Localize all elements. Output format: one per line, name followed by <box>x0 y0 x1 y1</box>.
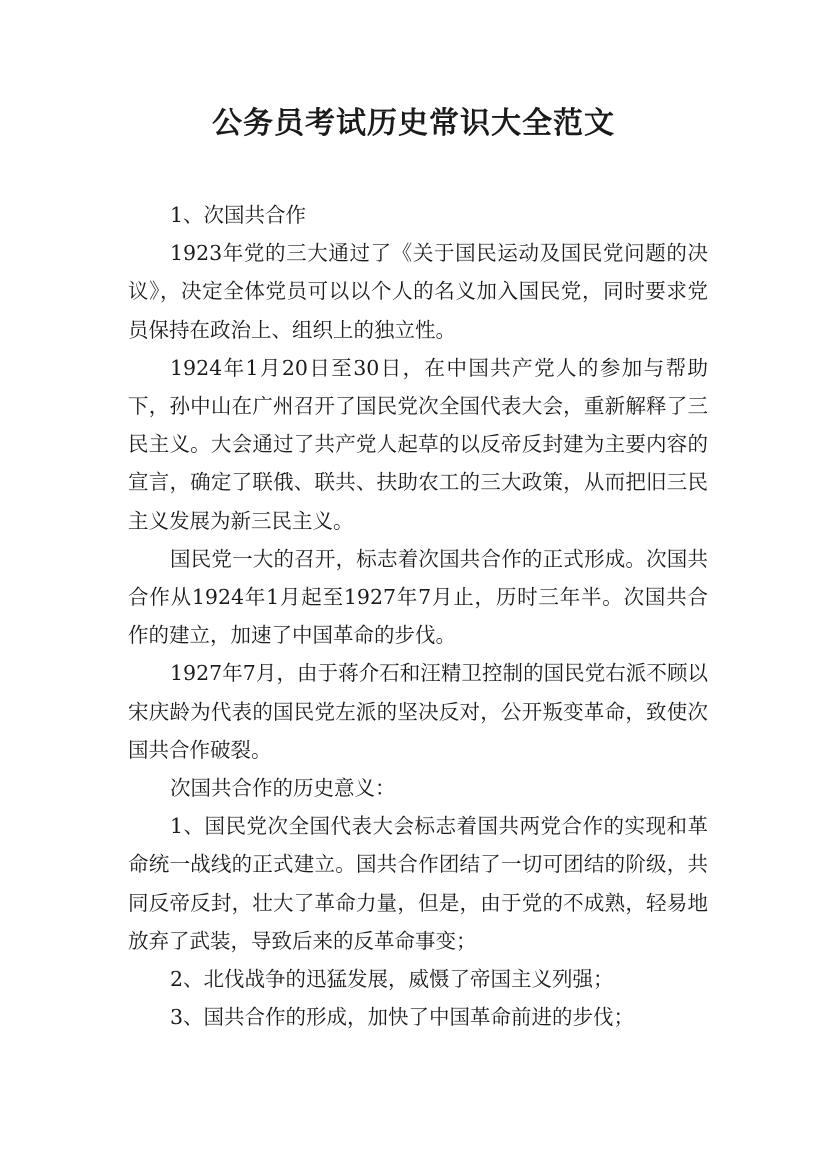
subsection-heading: 次国共合作的历史意义： <box>170 776 396 801</box>
document-body <box>128 196 708 1036</box>
paragraph: 1924年1月20日至30日，在中国共产党人的参加与帮助下，孙中山在广州召开了国民党次全国代表大会，重新解释了三民主义。大会通过了共产党人起草的以反帝反封建为主要内容的宣言，确定了联俄、联共、扶助农工的三大政策，从而把旧三民主义发展为新三民主义。 <box>128 355 708 533</box>
paragraph: 1927年7月，由于蒋介石和汪精卫控制的国民党右派不顾以宋庆龄为代表的国民党左派的坚决反对，公开叛变革命，致使次国共合作破裂。 <box>128 661 708 762</box>
section-heading: 1、次国共合作 <box>170 203 307 227</box>
paragraph: 国民党一大的召开，标志着次国共合作的正式形成。次国共合作从1924年1月起至1927年7月止，历时三年半。次国共合作的建立，加速了中国革命的步伐。 <box>128 546 708 648</box>
paragraph: 1923年党的三大通过了《关于国民运动及国民党问题的决议》，决定全体党员可以以个人的名义加入国民党，同时要求党员保持在政治上、组织上的独立性。 <box>128 241 708 342</box>
document-title: 公务员考试历史常识大全范文 <box>212 106 615 141</box>
list-item: 2、北伐战争的迅猛发展，威慑了帝国主义列强； <box>170 967 614 992</box>
list-item: 3、国共合作的形成，加快了中国革命前进的步伐； <box>170 1005 635 1030</box>
list-item: 1、国民党次全国代表大会标志着国共两党合作的实现和革命统一战线的正式建立。国共合作团结了一切可团结的阶级，共同反帝反封，壮大了革命力量，但是，由于党的不成熟，轻易地放弃了武装，导致后来的反革命事变； <box>128 814 708 953</box>
